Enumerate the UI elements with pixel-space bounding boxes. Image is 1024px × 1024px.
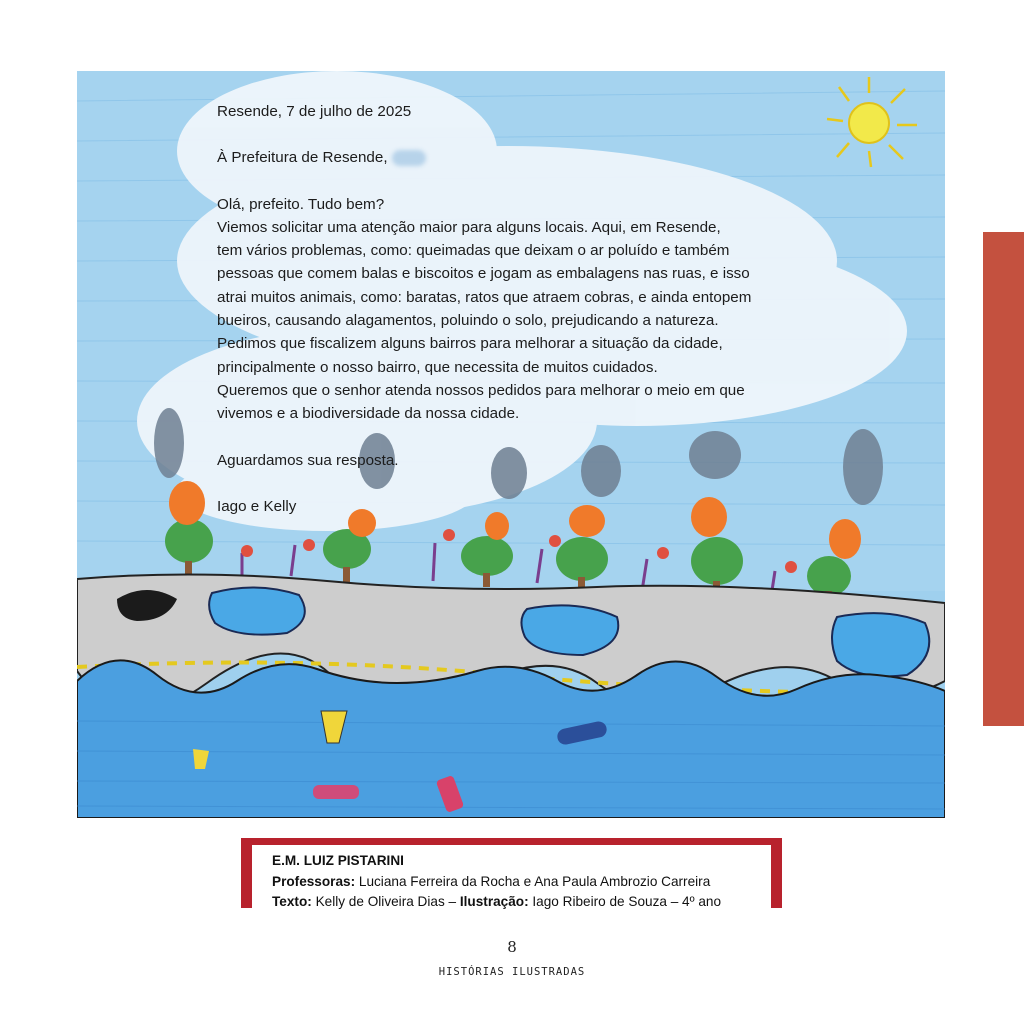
teachers-line — [272, 872, 771, 893]
letter-recipient-text: À Prefeitura de Resende, — [217, 149, 388, 167]
letter-body-line: tem vários problemas, como: queimadas que deixam o ar poluído e também — [217, 242, 730, 260]
letter-body-line: vivemos e a biodiversidade da nossa cidade. — [217, 405, 520, 423]
letter-body-line: principalmente o nosso bairro, que necessita de muitos cuidados. — [217, 358, 658, 376]
letter-body-line: bueiros, causando alagamentos, poluindo o solo, prejudicando a natureza. — [217, 312, 719, 330]
letter-closing: Aguardamos sua resposta. — [217, 451, 399, 469]
book-title: HISTÓRIAS ILUSTRADAS — [438, 966, 586, 978]
letter-greeting: Olá, prefeito. Tudo bem? — [217, 195, 385, 213]
letter-body-line: Viemos solicitar uma atenção maior para alguns locais. Aqui, em Resende, — [217, 218, 721, 236]
school-name: E.M. LUIZ PISTARINI — [272, 853, 404, 868]
blurred-redaction — [392, 150, 426, 166]
page-number: 8 — [507, 938, 517, 956]
credits-box — [241, 838, 782, 908]
letter-body-line: Queremos que o senhor atenda nossos pedidos para melhorar o meio em que — [217, 381, 745, 399]
letter-signature: Iago e Kelly — [217, 497, 297, 515]
text-label: Texto: — [272, 894, 312, 909]
letter-body-line: Pedimos que fiscalizem alguns bairros para melhorar a situação da cidade, — [217, 335, 723, 353]
letter-recipient — [217, 146, 817, 169]
teachers-label: Professoras: — [272, 873, 356, 889]
authors-line — [272, 892, 771, 913]
teachers-names: Luciana Ferreira da Rocha e Ana Paula Ambrozio Carreira — [358, 873, 711, 889]
letter-date: Resende, 7 de julho de 2025 — [217, 103, 412, 120]
letter-body-line: pessoas que comem balas e biscoitos e jogam as embalagens nas ruas, e isso — [217, 265, 750, 283]
text-author: Kelly de Oliveira Dias – — [315, 894, 457, 909]
illustration-author: Iago Ribeiro de Souza – 4º ano — [532, 894, 722, 909]
accent-side-bar — [983, 232, 1024, 726]
letter-body-line: atrai muitos animais, como: baratas, ratos que atraem cobras, e ainda entopem — [217, 288, 752, 306]
illustration-label: Ilustração: — [459, 894, 529, 909]
letter-text — [217, 100, 817, 518]
